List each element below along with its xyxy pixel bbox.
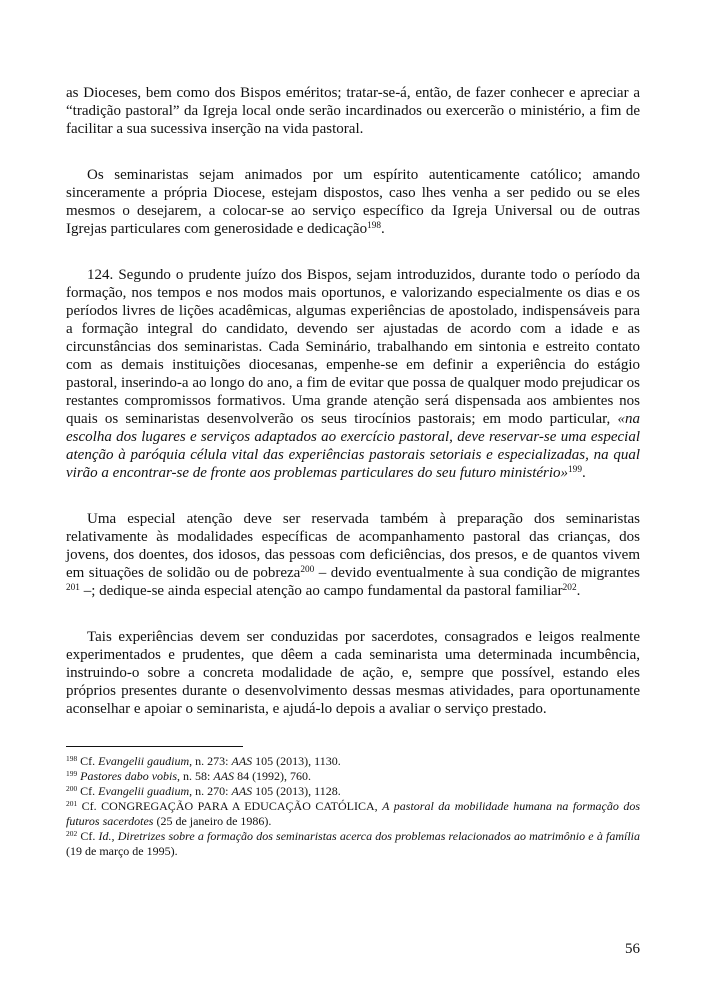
body-text bbox=[66, 84, 640, 718]
text-run: –; dedique-se ainda especial atenção ao campo fundamental da pastoral familiar bbox=[79, 583, 563, 599]
text-run: 105 (2013), 1130. bbox=[252, 754, 341, 768]
footnote bbox=[66, 769, 640, 784]
text-run: (25 de janeiro de 1986). bbox=[153, 814, 272, 828]
text-run: . bbox=[576, 583, 581, 599]
text-run: – devido eventualmente à sua condição de migrantes bbox=[314, 565, 640, 581]
text-run: Os seminaristas sejam animados por um espírito autenticamente católico; amando sinceramente a própria Diocese, estejam dispostos, caso lhes venha a ser pedido ou se eles mesmos o desejarem, a colocar-se ao serviço específico da Igreja Universal ou de outras Igrejas particulares com generosidade e dedicação bbox=[66, 167, 640, 237]
footnotes bbox=[66, 754, 640, 859]
footnote-ref: 202 bbox=[562, 582, 577, 593]
text-run: . bbox=[381, 221, 385, 237]
text-run: Pastores dabo vobis bbox=[80, 769, 178, 783]
footnote-ref: 198 bbox=[367, 220, 382, 231]
text-run: Cf. bbox=[80, 784, 99, 798]
footnote-ref: 200 bbox=[300, 564, 315, 575]
text-run: 124. Segundo o prudente juízo dos Bispos, sejam introduzidos, durante todo o período da formação, nos tempos e nos modos mais oportunos, e valorizando especialmente os dias e os períodos livres de lições acadêmicas, algumas experiências de apostolado, indispensáveis para a formação integral do candidato, devendo ser ajustadas de acordo com a idade e as circunstâncias dos seminaristas. Cada Seminário, trabalhando em sintonia e estreito contato com as demais instituições diocesanas, empenhe-se em definir a experiência do estágio pastoral, inserindo-a ao longo do ano, a fim de evitar que possa de qualquer modo prejudicar os restantes compromissos formativos. Uma grande atenção será dispensada aos ambientes nos quais os seminaristas desenvolverão os seus tirocínios pastorais; em modo particular, bbox=[66, 267, 640, 427]
text-run: Uma especial atenção deve ser reservada também à preparação dos seminaristas relativamente às modalidades específicas de acompanhamento pastoral das crianças, dos jovens, dos doentes, dos idosos, das pessoas com deficiências, dos presos, e de quantos vivem em situações de solidão ou de pobreza bbox=[66, 511, 640, 581]
page-number: 56 bbox=[625, 941, 640, 957]
body-paragraph bbox=[66, 628, 640, 718]
footnote-number: 201 bbox=[66, 798, 78, 808]
text-run: . bbox=[581, 465, 586, 481]
text-run: 105 (2013), 1128. bbox=[252, 784, 341, 798]
text-run: A pastoral da mobilidade humana na formação dos futuros sacerdotes bbox=[66, 799, 641, 828]
text-run: Cf. bbox=[80, 829, 99, 843]
text-run: (19 de março de 1995). bbox=[66, 844, 178, 858]
text-run: Cf. CONGREGAÇÃO PARA A EDUCAÇÃO CATÓLICA, bbox=[81, 799, 383, 813]
text-run: , n. 273: bbox=[189, 754, 232, 768]
text-run: Cf. bbox=[80, 754, 99, 768]
footnote bbox=[66, 784, 640, 799]
footnote-number: 199 bbox=[66, 768, 78, 778]
footnote-area bbox=[66, 746, 640, 859]
body-paragraph bbox=[66, 84, 640, 138]
footnote-ref: 201 bbox=[66, 582, 80, 593]
text-run: «na escolha dos lugares e serviços adaptados ao exercício pastoral, deve reservar-se uma especial atenção à paróquia célula vital das experiências pastorais setoriais e especializadas, na qual virão a encontrar-se de fronte aos problemas particulares do seu futuro ministério» bbox=[66, 411, 640, 481]
text-run: , n. 270: bbox=[189, 784, 232, 798]
text-run: as Dioceses, bem como dos Bispos eméritos; tratar-se-á, então, de fazer conhecer e apreciar a “tradição pastoral” da Igreja local onde serão incardinados ou exercerão o ministério, a fim de facilitar a sua sucessiva inserção na vida pastoral. bbox=[66, 85, 640, 137]
text-run: 84 (1992), 760. bbox=[234, 769, 312, 783]
footnote-separator bbox=[66, 746, 243, 747]
page-content bbox=[66, 84, 640, 859]
body-paragraph bbox=[66, 510, 640, 600]
footnote-number: 200 bbox=[66, 783, 78, 793]
footnote bbox=[66, 799, 640, 829]
footnote bbox=[66, 829, 640, 859]
footnote-ref: 199 bbox=[568, 464, 582, 475]
footnote bbox=[66, 754, 640, 769]
body-paragraph bbox=[66, 166, 640, 238]
text-run: AAS bbox=[213, 769, 235, 783]
text-run: AAS bbox=[231, 784, 253, 798]
text-run: Tais experiências devem ser conduzidas por sacerdotes, consagrados e leigos realmente experimentados e prudentes, que dêem a cada seminarista uma determinada incumbência, instruindo-o sobre a concreta modalidade de ação, e, sempre que possível, estando eles próprios presentes durante o desenvolvimento dessas mesmas atividades, para oportunamente aconselhar e apoiar o seminarista, e ajudá-lo depois a avaliar o serviço prestado. bbox=[66, 629, 640, 717]
text-run: Evangelii gaudium bbox=[98, 754, 190, 768]
text-run: AAS bbox=[231, 754, 253, 768]
text-run: Id., Diretrizes sobre a formação dos seminaristas acerca dos problemas relacionados ao matrimônio e à família bbox=[98, 829, 640, 843]
text-run: Evangelii guadium bbox=[98, 784, 190, 798]
footnote-number: 202 bbox=[66, 828, 78, 838]
text-run: , n. 58: bbox=[177, 769, 214, 783]
body-paragraph bbox=[66, 266, 640, 482]
footnote-number: 198 bbox=[66, 753, 78, 763]
